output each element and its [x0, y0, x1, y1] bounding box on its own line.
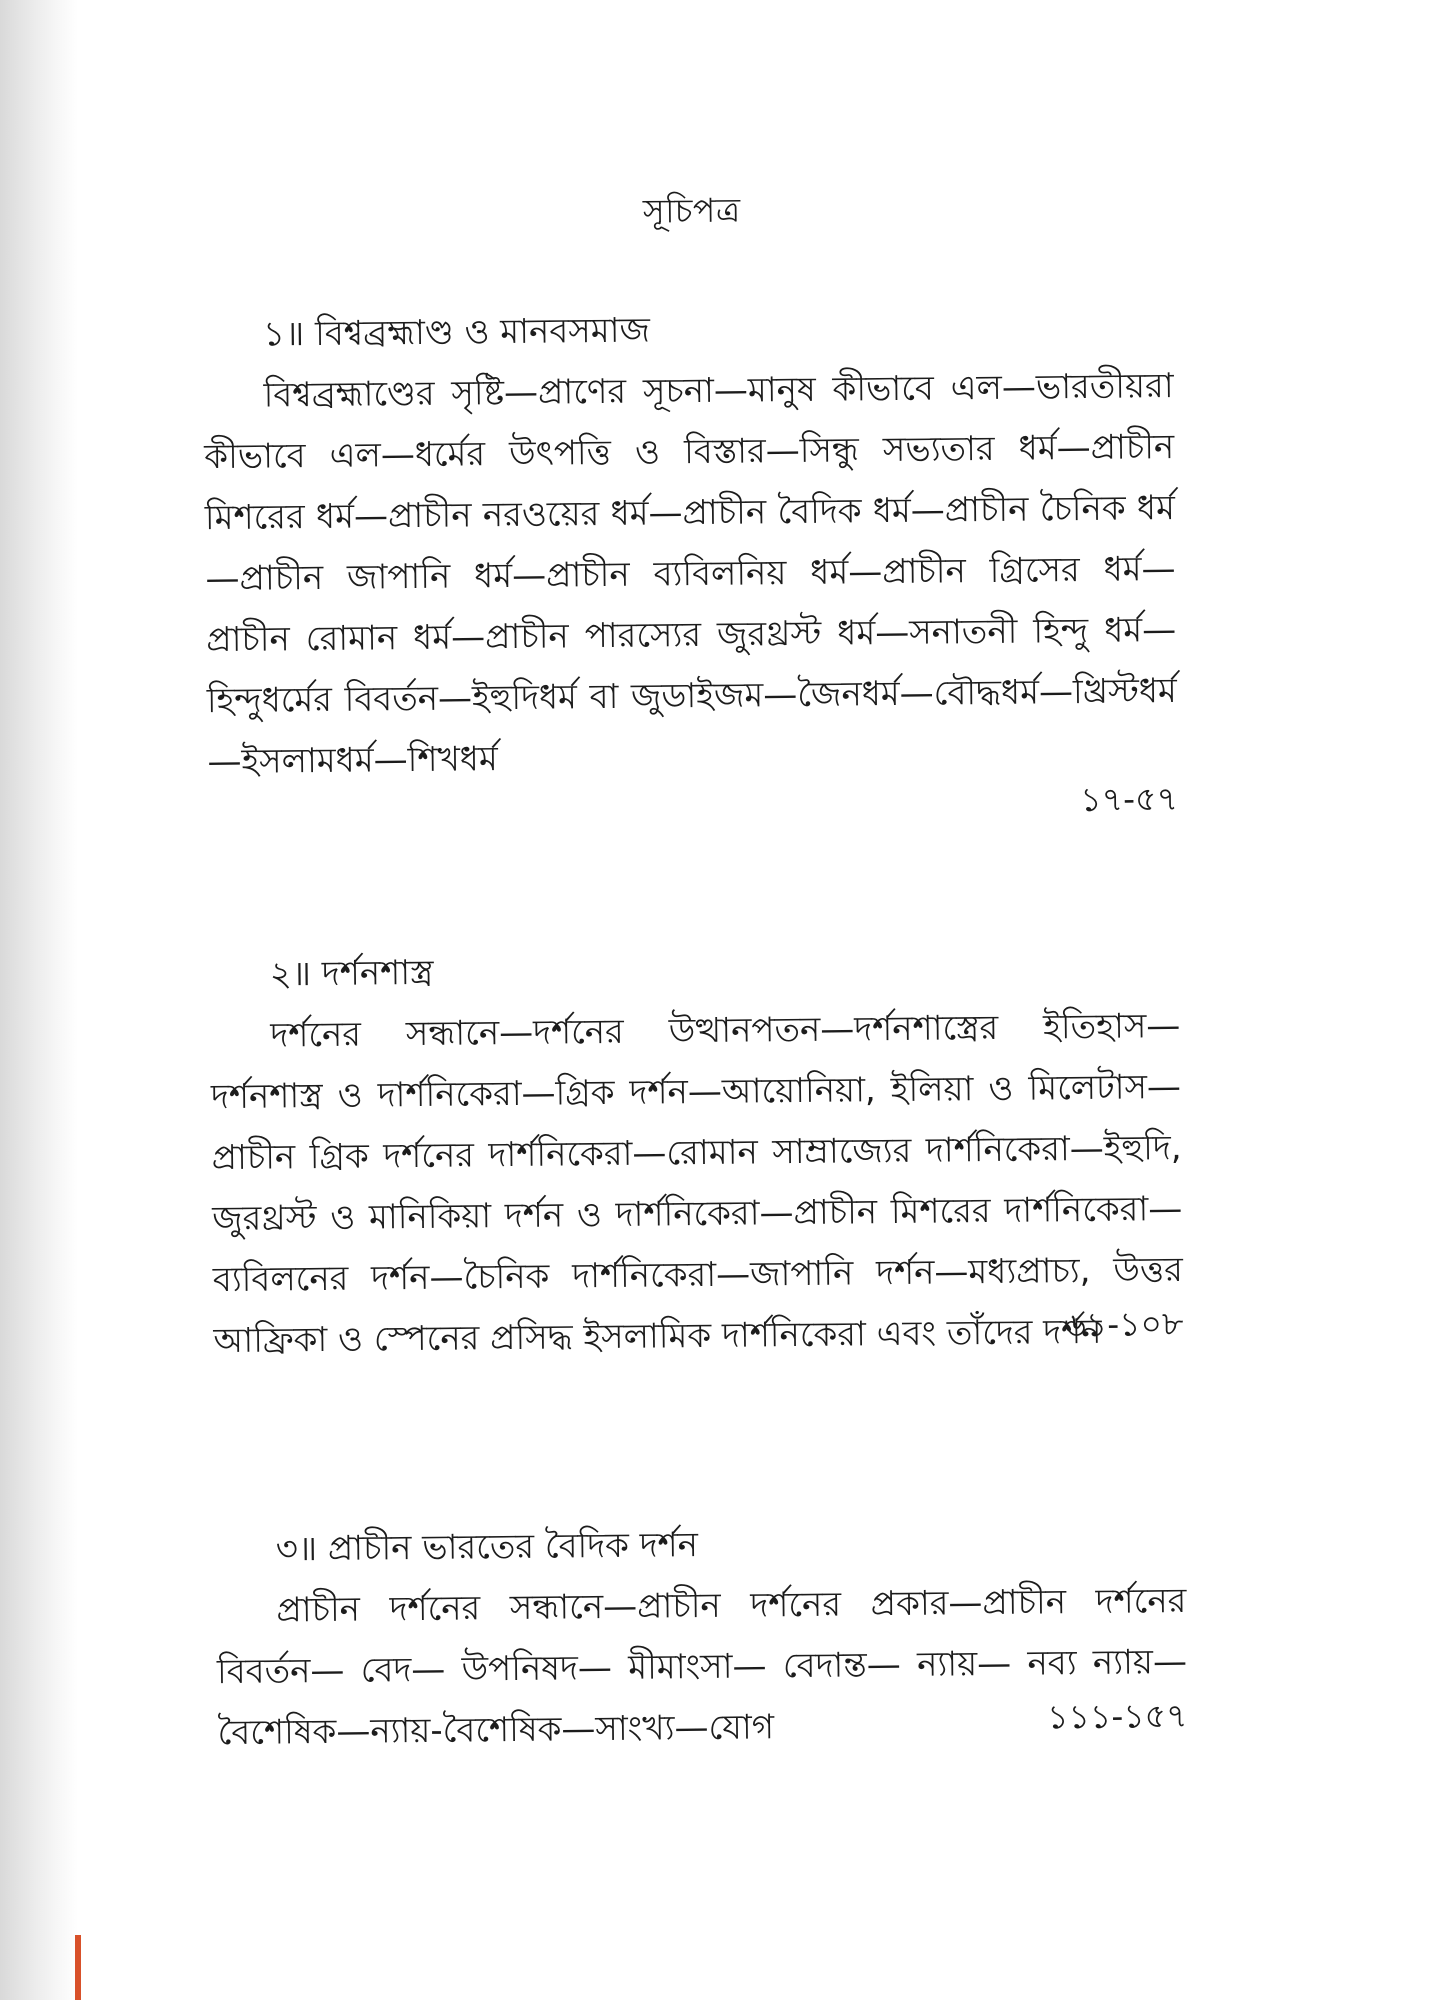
toc-entry-page-range: ৬১-১০৮ [1064, 1303, 1184, 1345]
toc-entry-topics: দর্শনের সন্ধানে—দর্শনের উত্থানপতন—দর্শনশাস্ত্রের ইতিহাস—দর্শনশাস্ত্র ও দার্শনিকেরা—গ্রিক দর্শন—আয়োনিয়া, ইলিয়া ও মিলেটাস—প্রাচীন গ্রিক দর্শনের দার্শনিকেরা—রোমান সাম্রাজ্যের দার্শনিকেরা—ইহুদি, জুরথ্রস্ট ও মানিকিয়া দর্শন ও দার্শনিকেরা—প্রাচীন মিশরের দার্শনিকেরা—ব্যবিলনের দর্শন—চৈনিক দার্শনিকেরা—জাপানি দর্শন—মধ্যপ্রাচ্য, উত্তর আফ্রিকা ও স্পেনের প্রসিদ্ধ ইসলামিক দার্শনিকেরা এবং তাঁদের দর্শন [210, 1005, 1184, 1362]
table-of-contents-page [200, 0, 1201, 2005]
toc-entry-2 [209, 940, 1184, 1362]
toc-entry-topics: বিশ্বব্রহ্মাণ্ডের সৃষ্টি—প্রাণের সূচনা—মানুষ কীভাবে এল—ভারতীয়রা কীভাবে এল—ধর্মের উৎপত্তি ও বিস্তার—সিন্ধু সভ্যতার ধর্ম—প্রাচীন মিশরের ধর্ম—প্রাচীন নরওয়ের ধর্ম—প্রাচীন বৈদিক ধর্ম—প্রাচীন চৈনিক ধর্ম—প্রাচীন জাপানি ধর্ম—প্রাচীন ব্যবিলনিয় ধর্ম—প্রাচীন গ্রিসের ধর্ম—প্রাচীন রোমান ধর্ম—প্রাচীন পারস্যের জুরথ্রস্ট ধর্ম—সনাতনী হিন্দু ধর্ম—হিন্দুধর্মের বিবর্তন—ইহুদিধর্ম বা জুডাইজম—জৈনধর্ম—বৌদ্ধধর্ম—খ্রিস্টধর্ম—ইসলামধর্ম—শিখধর্ম [204, 366, 1177, 783]
page-edge-mark [75, 1935, 81, 2000]
toc-entry-1 [203, 300, 1178, 829]
toc-entry-heading: ২॥ দর্শনশাস্ত্র [269, 952, 434, 995]
toc-entry-topics: প্রাচীন দর্শনের সন্ধানে—প্রাচীন দর্শনের প্রকার—প্রাচীন দর্শনের বিবর্তন— বেদ— উপনিষদ— মীমাংসা— বেদান্ত— ন্যায়— নব্য ন্যায়—বৈশেষিক—ন্যায়-বৈশেষিক—সাংখ্য—যোগ [216, 1580, 1188, 1754]
toc-entry-3 [215, 1515, 1188, 1754]
page-title: সূচিপত্র [642, 190, 741, 231]
page-gutter-shadow [0, 0, 78, 2000]
toc-entry-page-range: ১১১-১৫৭ [1046, 1695, 1188, 1737]
toc-entry-heading: ৩॥ প্রাচীন ভারতের বৈদিক দর্শন [275, 1525, 699, 1570]
toc-entry-heading: ১॥ বিশ্বব্রহ্মাণ্ড ও মানবসমাজ [262, 310, 651, 355]
toc-entry-page-range: ১৭-৫৭ [1080, 778, 1179, 820]
